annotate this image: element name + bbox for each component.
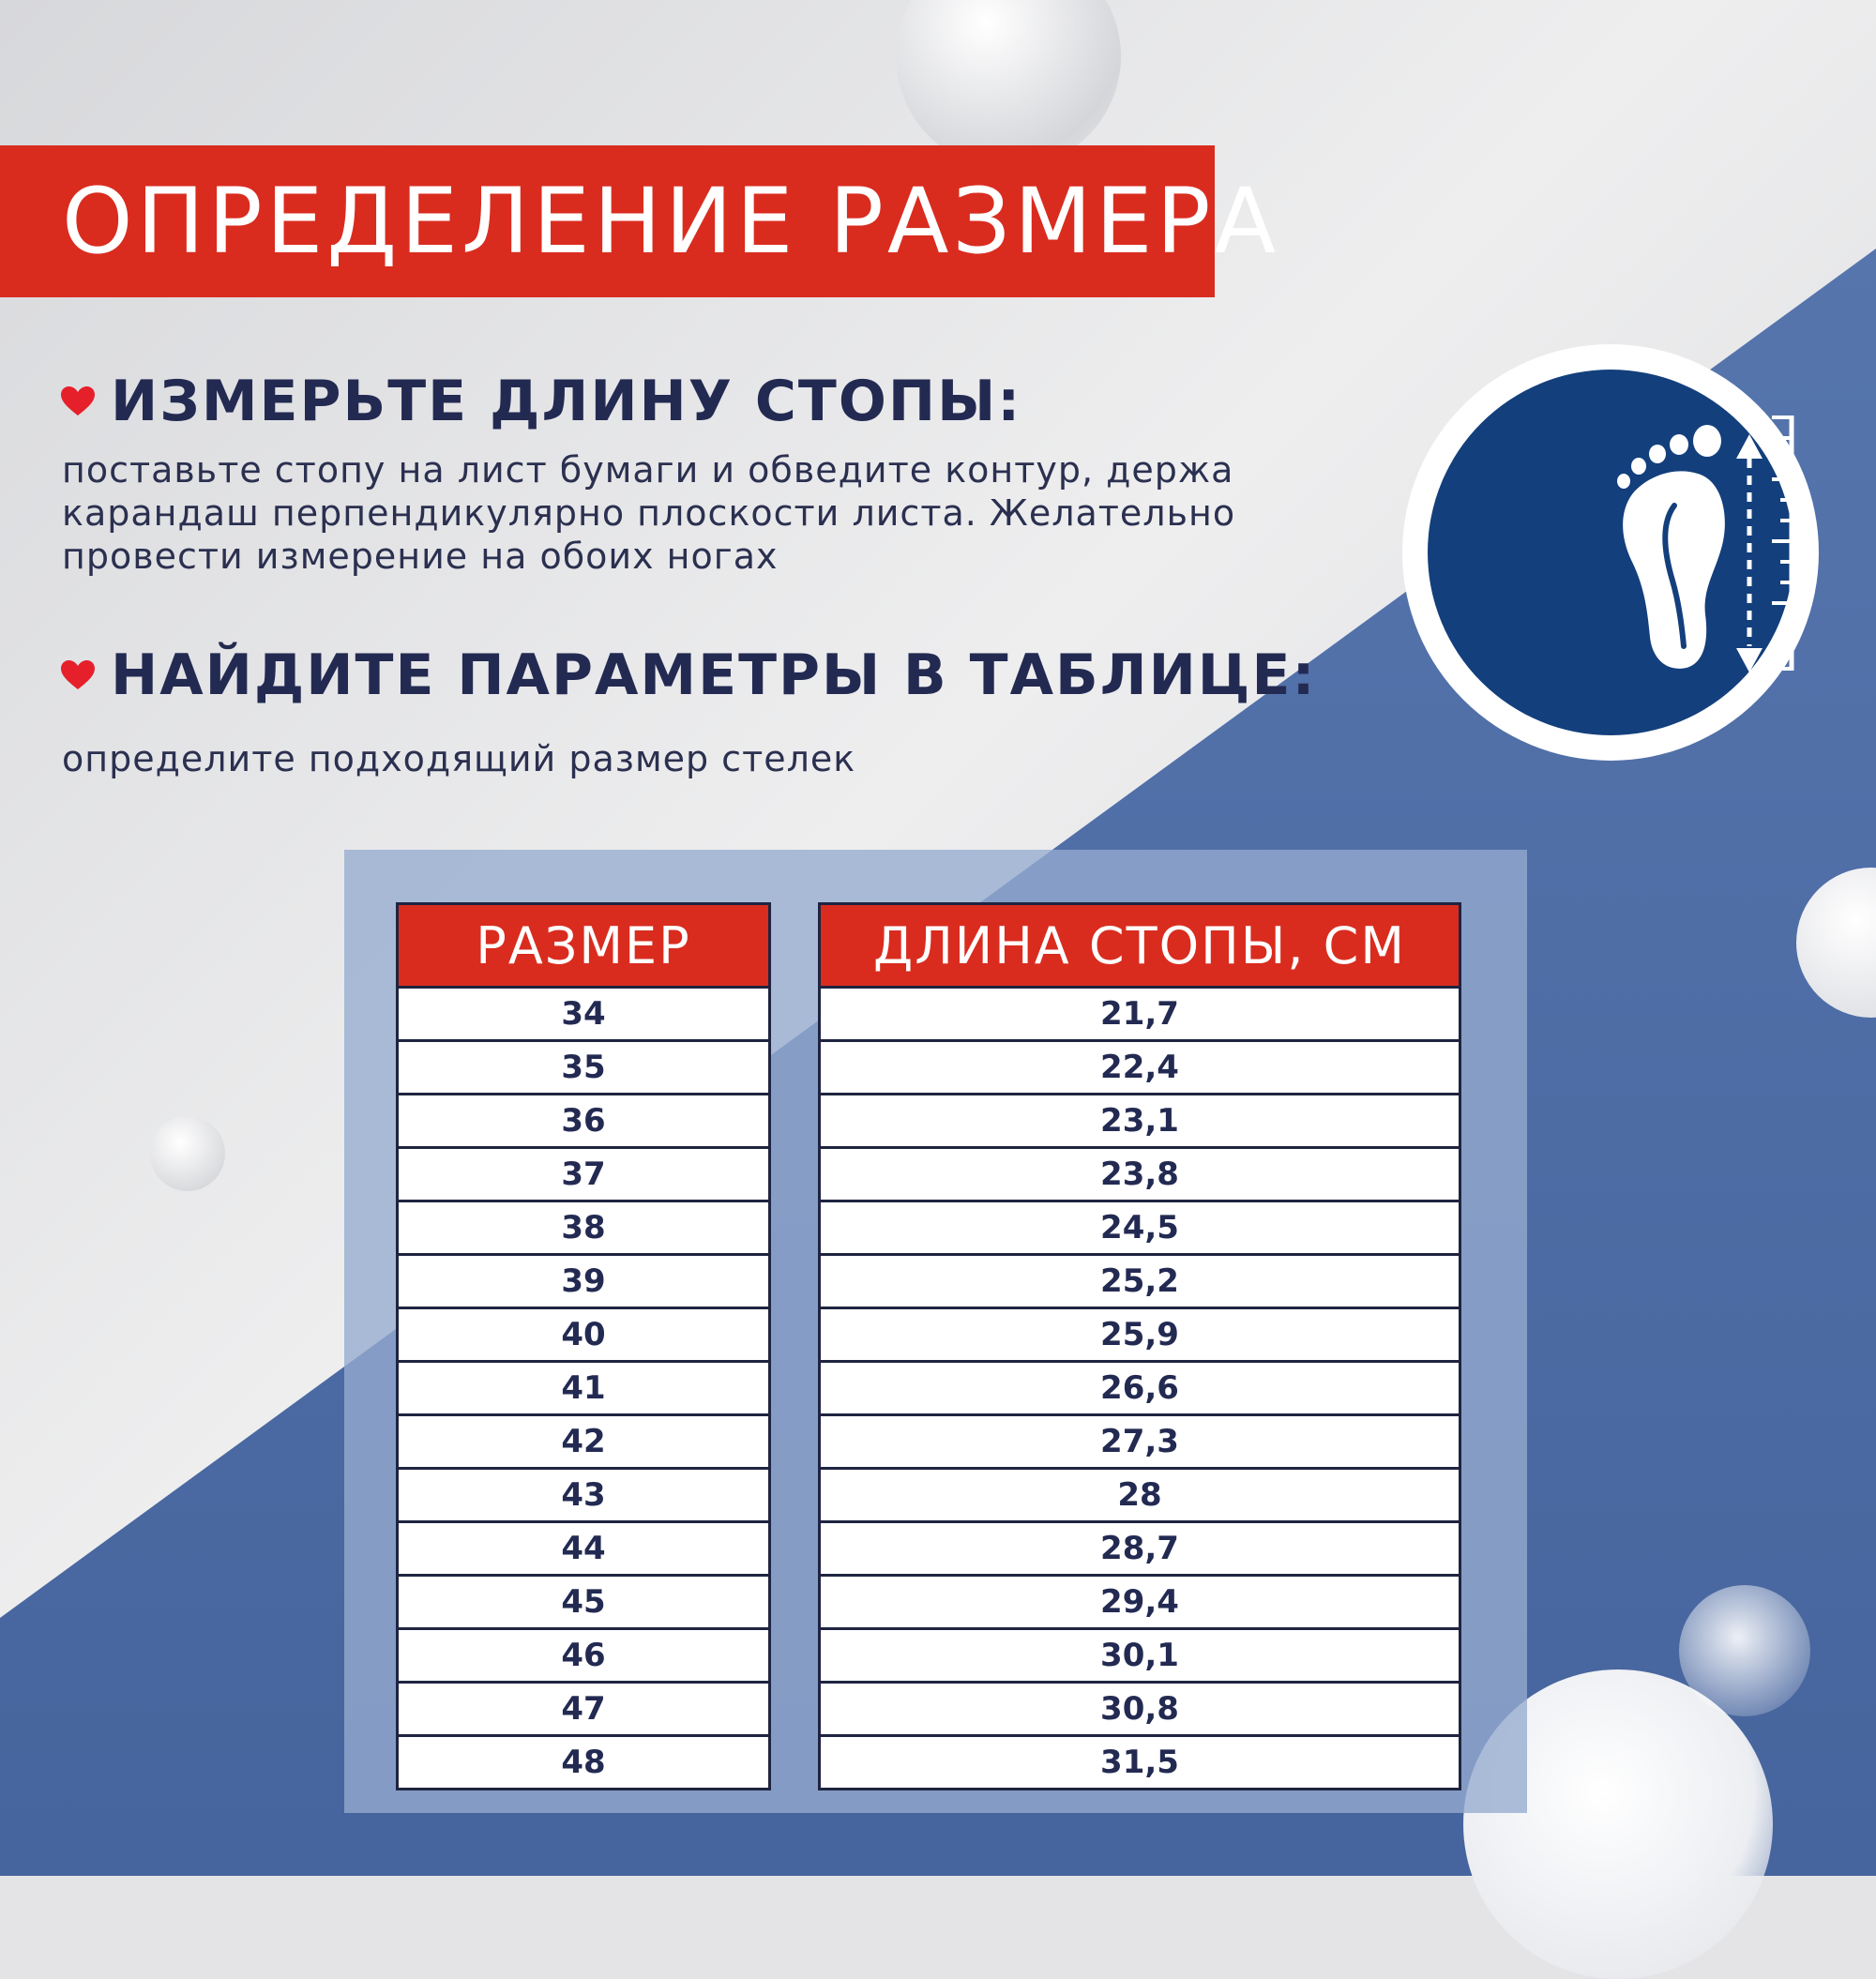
table-cell-size: 36 (399, 1095, 768, 1149)
heart-icon (60, 385, 96, 417)
table-cell-size: 35 (399, 1042, 768, 1095)
table-cell-size: 39 (399, 1256, 768, 1309)
table-cell-length: 23,1 (821, 1095, 1459, 1149)
table-cell-length: 29,4 (821, 1577, 1459, 1630)
table-cell-size: 44 (399, 1523, 768, 1577)
table-cell-size: 41 (399, 1363, 768, 1416)
page-title: ОПРЕДЕЛЕНИЕ РАЗМЕРА (62, 169, 1280, 274)
foot-measure-badge (1402, 344, 1819, 761)
table-cell-length: 27,3 (821, 1416, 1459, 1470)
decorative-orb (1679, 1585, 1810, 1716)
step-find-heading (60, 633, 1316, 718)
table-cell-length: 28,7 (821, 1523, 1459, 1577)
table-cell-length: 22,4 (821, 1042, 1459, 1095)
table-cell-length: 25,2 (821, 1256, 1459, 1309)
table-cell-size: 40 (399, 1309, 768, 1363)
table-cell-length: 21,7 (821, 989, 1459, 1042)
length-column (818, 902, 1461, 1790)
table-cell-size: 47 (399, 1684, 768, 1737)
table-cell-size: 34 (399, 989, 768, 1042)
title-banner (0, 145, 1280, 297)
step-text-line: определите подходящий размер стелек (62, 738, 856, 779)
table-cell-length: 26,6 (821, 1363, 1459, 1416)
table-cell-size: 48 (561, 1744, 606, 1781)
decorative-orb (150, 1116, 225, 1191)
column-header-length: ДЛИНА СТОПЫ, СМ (821, 905, 1459, 989)
table-cell-length: 30,1 (821, 1630, 1459, 1684)
step-description (62, 448, 1235, 578)
size-column (396, 902, 771, 1790)
column-header-size: РАЗМЕР (399, 905, 768, 989)
table-cell-size: 37 (399, 1149, 768, 1202)
table-cell-size: 43 (399, 1470, 768, 1523)
table-cell-length: 25,9 (821, 1309, 1459, 1363)
step-description (62, 737, 855, 780)
step-measure-heading (60, 359, 1021, 444)
table-cell-size: 42 (399, 1416, 768, 1470)
table-cell-length: 28 (821, 1470, 1459, 1523)
table-cell-size: 46 (399, 1630, 768, 1684)
step-text-line: провести измерение на обоих ногах (62, 536, 779, 577)
step-text-line: поставьте стопу на лист бумаги и обведите контур, держа (62, 449, 1234, 491)
table-cell-length: 31,5 (1100, 1744, 1179, 1781)
table-cell-size: 38 (399, 1202, 768, 1256)
table-cell-size: 45 (399, 1577, 768, 1630)
table-cell-length: 30,8 (821, 1684, 1459, 1737)
table-cell-length: 23,8 (821, 1149, 1459, 1202)
step-text-line: карандаш перпендикулярно плоскости листа. Желательно (62, 492, 1236, 534)
foot-measure-icon (1402, 344, 1819, 761)
heart-icon (60, 659, 96, 691)
step-heading: ИЗМЕРЬТЕ ДЛИНУ СТОПЫ: (111, 369, 1022, 434)
size-table-panel (344, 850, 1527, 1813)
table-cell-length: 24,5 (821, 1202, 1459, 1256)
step-heading: НАЙДИТЕ ПАРАМЕТРЫ В ТАБЛИЦЕ: (111, 642, 1317, 708)
